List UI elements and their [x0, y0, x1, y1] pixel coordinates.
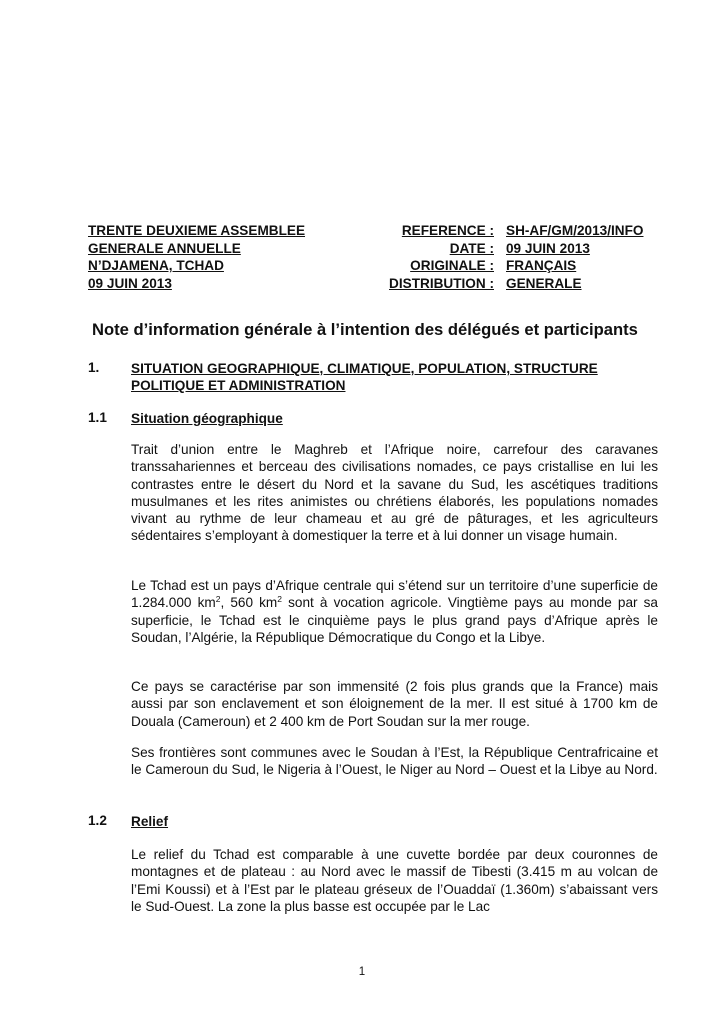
assembly-header — [88, 222, 305, 292]
section-heading-line: POLITIQUE ET ADMINISTRATION — [131, 378, 346, 393]
reference-labels — [300, 222, 494, 292]
subsection-heading: Situation géographique — [131, 411, 283, 426]
reference-label: REFERENCE : — [401, 223, 494, 238]
original-value: FRANÇAIS — [506, 258, 577, 274]
assembly-line: 09 JUIN 2013 — [88, 275, 172, 291]
section-number: 1. — [88, 360, 100, 375]
subsection-number: 1.1 — [88, 410, 107, 425]
paragraph-text: , 560 km — [220, 595, 278, 611]
date-value: 09 JUIN 2013 — [506, 240, 590, 256]
distribution-label: DISTRIBUTION : — [389, 275, 494, 291]
document-title: Note d’information générale à l’intention des délégués et participants — [92, 320, 638, 339]
reference-value: SH-AF/GM/2013/INFO — [506, 223, 644, 238]
paragraph-text: sont à vocation agricole. Vingtième pays au monde par sa superficie, le Tchad est le cinquième pays le plus grand pays d’Afrique après le Soudan, l’Algérie, la République Démocratique du Congo et la Libye. — [131, 595, 658, 645]
section-heading — [131, 360, 651, 394]
paragraph: Le relief du Tchad est comparable à une cuvette bordée par deux couronnes de montagnes et de plateau : au Nord avec le massif de Tibesti (3.415 m au volcan de l’Emi Koussi) et à l’Est par le plateau gréseux de l’Ouaddaï (1.360m) s’abaissant vers le Sud-Ouest. La zone la plus basse est occupée par le Lac — [131, 847, 658, 914]
paragraph — [131, 577, 658, 646]
superscript: 2 — [215, 594, 221, 605]
section-heading-line: SITUATION GEOGRAPHIQUE, CLIMATIQUE, POPULATION, STRUCTURE — [131, 361, 598, 376]
paragraph: Ce pays se caractérise par son immensité (2 fois plus grands que la France) mais aussi par son enclavement et son éloignement de la mer. Il est situé à 1700 km de Douala (Cameroun) et 2 400 km de Port Soudan sur la mer rouge. — [131, 679, 658, 729]
assembly-line: GENERALE ANNUELLE — [88, 240, 241, 256]
distribution-value: GENERALE — [506, 275, 582, 291]
superscript: 2 — [277, 594, 282, 605]
date-label: DATE : — [449, 240, 494, 256]
paragraph-text: Le Tchad est un pays d’Afrique centrale qui s’étend sur un territoire d’une superficie de 1.284.000 km — [131, 578, 658, 611]
paragraph: Trait d’union entre le Maghreb et l’Afrique noire, carrefour des caravanes transsahariennes et berceau des civilisations nomades, ce pays cristallise en lui les contrastes entre le désert du Nord et la savane du Sud, les ascétiques traditions musulmanes et les rites animistes ou chrétiens élaborés, les populations nomades vivant au rythme de leur chameau et au gré de pâturages, et les agriculteurs sédentaires s’employant à domestiquer la terre et à lui donner un visage humain. — [131, 442, 658, 544]
original-label: ORIGINALE : — [410, 258, 494, 274]
page-number: 1 — [358, 966, 366, 978]
subsection-number: 1.2 — [88, 813, 107, 828]
assembly-line: N’DJAMENA, TCHAD — [88, 258, 224, 274]
subsection-heading: Relief — [131, 814, 169, 829]
assembly-line: TRENTE DEUXIEME ASSEMBLEE — [88, 223, 306, 238]
paragraph: Ses frontières sont communes avec le Soudan à l’Est, la République Centrafricaine et le Cameroun du Sud, le Nigeria à l’Ouest, le Niger au Nord – Ouest et la Libye au Nord. — [131, 745, 658, 778]
reference-values — [506, 222, 643, 292]
